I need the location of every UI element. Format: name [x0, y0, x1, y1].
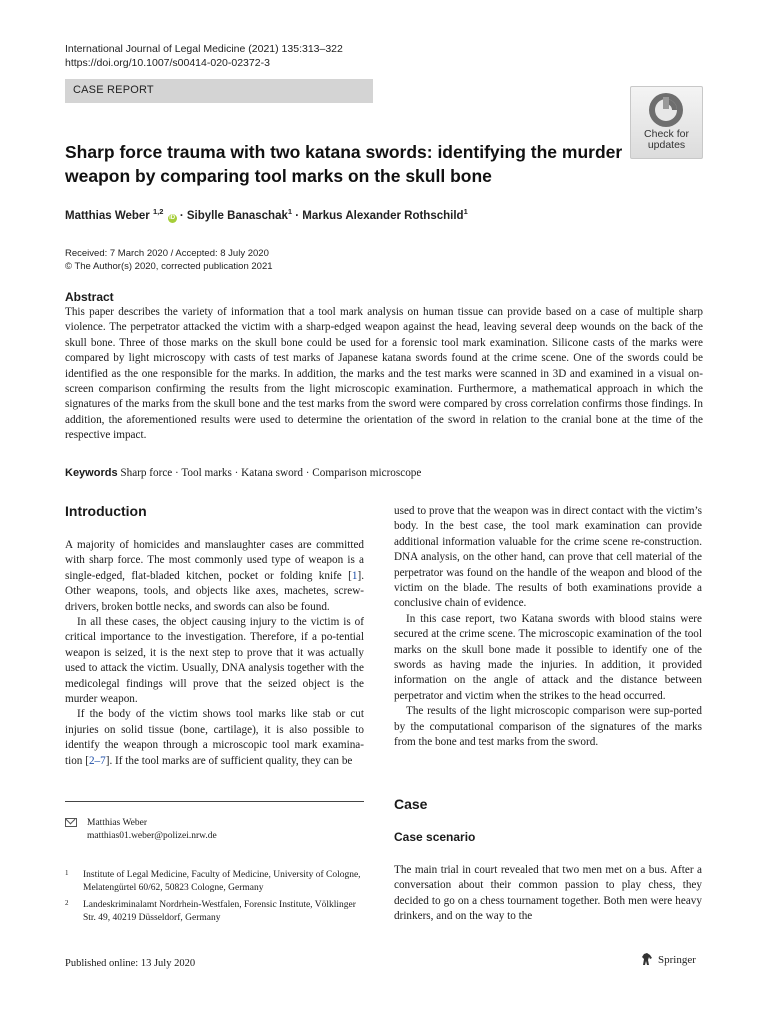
envelope-icon	[65, 818, 77, 827]
springer-horse-icon	[640, 952, 654, 966]
citation-link[interactable]: 2–7	[88, 754, 106, 767]
paragraph: A majority of homicides and manslaughter cases are committed with sharp force. The most commonly used type of weapon is a single-edged, flat-bladed kitchen, pocket or folding knife [1]. Other weapons, tools, and objects like axes, machetes, screw-drivers, broken bottle necks, and swords can also be found.	[65, 539, 364, 613]
journal-citation: International Journal of Legal Medicine (2021) 135:313–322	[65, 43, 343, 55]
orcid-icon[interactable]: iD	[169, 214, 176, 221]
paragraph: In this case report, two Katana swords with blood stains were secured at the crime scene. The microscopic examination of the tool marks on the skull bone made it possible to identify one of the swords as having made the injuries. In addition, it provided information on the angle of attack and the distance between perpetrator and victim when the strikes to the head occurred.	[394, 612, 702, 702]
footnote-divider	[65, 801, 364, 802]
case-scenario-heading: Case scenario	[394, 830, 476, 844]
article-type-label: CASE REPORT	[73, 84, 154, 96]
affiliation-text: Institute of Legal Medicine, Faculty of Medicine, University of Cologne, Melatengürtel 60/62, 50823 Cologne, Germany	[83, 870, 361, 893]
paragraph: The results of the light microscopic comparison were sup-ported by the computational comparison of the signatures of the marks from the bone and test marks from the sword.	[394, 705, 702, 749]
check-for-updates-badge[interactable]	[630, 86, 703, 159]
publisher-logo	[640, 952, 696, 966]
author-name[interactable]: Sibylle Banaschak	[186, 209, 288, 222]
author-separator: ·	[295, 209, 300, 222]
corresponding-author	[65, 817, 217, 843]
author-separator: ·	[179, 209, 184, 222]
author-list	[65, 207, 468, 223]
keywords-text: Sharp force · Tool marks · Katana sword · Comparison microscope	[120, 467, 422, 479]
abstract-text: This paper describes the variety of information that a tool mark analysis on human tissue can provide based on a case of multiple sharp violence. The perpetrator attacked the victim with a sharp-edged weapon against the head, leaving several deep wounds on the back of the skull bone. Three of those marks on the skull bone could be used for a forensic tool mark examination. Silicone casts of the marks were compared by light microscopy with casts of test marks of Japanese katana swords found at the crime scene. One of the swords could be identified as the one responsible for the marks. In addition, the marks and the test marks were scanned in 3D and examined in a visual on-screen comparison confirming the results from the light microscopic examination. Furthermore, a mathematical approach in which the signatures of the marks from the skull bone and the test marks from the sword were compared by cross correlation confirms those findings. In addition, the aforementioned results were used to determine the orientation of the sword in relation to the cranial bone at the time of the respective impact.	[65, 306, 703, 442]
paragraph: used to prove that the weapon was in direct contact with the victim’s body. In the best case, the tool mark examination can provide additional information valuable for the crime scene re-construction. DNA analysis, on the other hand, can prove that cell material of the perpetrator was found on the handle of the weapon and blood of the victim on the blade. The results of both examinations provide a conclusive chain of evidence.	[394, 505, 702, 610]
author-name[interactable]: Markus Alexander Rothschild	[302, 209, 464, 222]
article-dates	[65, 247, 273, 273]
corresponding-author-name: Matthias Weber	[87, 818, 148, 828]
copyright-line: © The Author(s) 2020, corrected publication 2021	[65, 261, 273, 272]
affiliation-text: Landeskriminalamt Nordrhein-Westfalen, Forensic Institute, Völklinger Str. 49, 40219 Düsseldorf, Germany	[83, 900, 356, 923]
affiliation-number: 1	[65, 869, 69, 877]
citation-link[interactable]: 1	[351, 569, 358, 582]
received-accepted-dates: Received: 7 March 2020 / Accepted: 8 July 2020	[65, 248, 269, 259]
author-affiliation-marker: 1	[463, 207, 468, 216]
article-type-band	[65, 79, 373, 103]
paragraph: In all these cases, the object causing injury to the victim is of critical importance to the investigation. Therefore, if a po-tential weapon is seized, it is the next step to prove that it was actually used to attack the victim. Usually, DNA analysis together with the medicolegal findings will prove that the seized object is the murder weapon.	[65, 616, 364, 706]
case-heading: Case	[394, 796, 428, 812]
article-title: Sharp force trauma with two katana swords: identifying the murder weapon by comparing tool marks on the skull bone	[65, 142, 623, 186]
author-name[interactable]: Matthias Weber	[65, 209, 150, 222]
right-column-body	[394, 504, 702, 751]
paragraph: If the body of the victim shows tool marks like stab or cut injuries on solid tissue (bone, cartilage), it is also possible to identify the weapon through a microscopic tool mark examina-tion [2–7]. If the tool marks are of sufficient quality, they can be	[65, 708, 364, 767]
author-affiliation-marker: 1,2	[152, 207, 164, 216]
doi-link[interactable]: https://doi.org/10.1007/s00414-020-02372-3	[65, 57, 270, 69]
paragraph: The main trial in court revealed that two men met on a bus. After a conversation about their common passion to play chess, they decided to go on a chess tournament together. Both men were heavy drinkers, and on the way to the	[394, 864, 702, 923]
introduction-body	[65, 538, 364, 769]
check-for-updates-label: Check for updates	[644, 128, 689, 151]
corresponding-author-email[interactable]: matthias01.weber@polizei.nrw.de	[87, 831, 217, 841]
affiliation-number: 2	[65, 899, 69, 907]
keywords-label: Keywords	[65, 467, 118, 479]
published-online-date: Published online: 13 July 2020	[65, 958, 196, 969]
author-affiliation-marker: 1	[287, 207, 293, 216]
check-for-updates-icon	[647, 91, 685, 129]
abstract-heading: Abstract	[65, 290, 114, 304]
keywords-line	[65, 467, 421, 479]
publisher-name: Springer	[658, 954, 696, 966]
introduction-heading: Introduction	[65, 503, 147, 519]
journal-header	[65, 42, 343, 70]
